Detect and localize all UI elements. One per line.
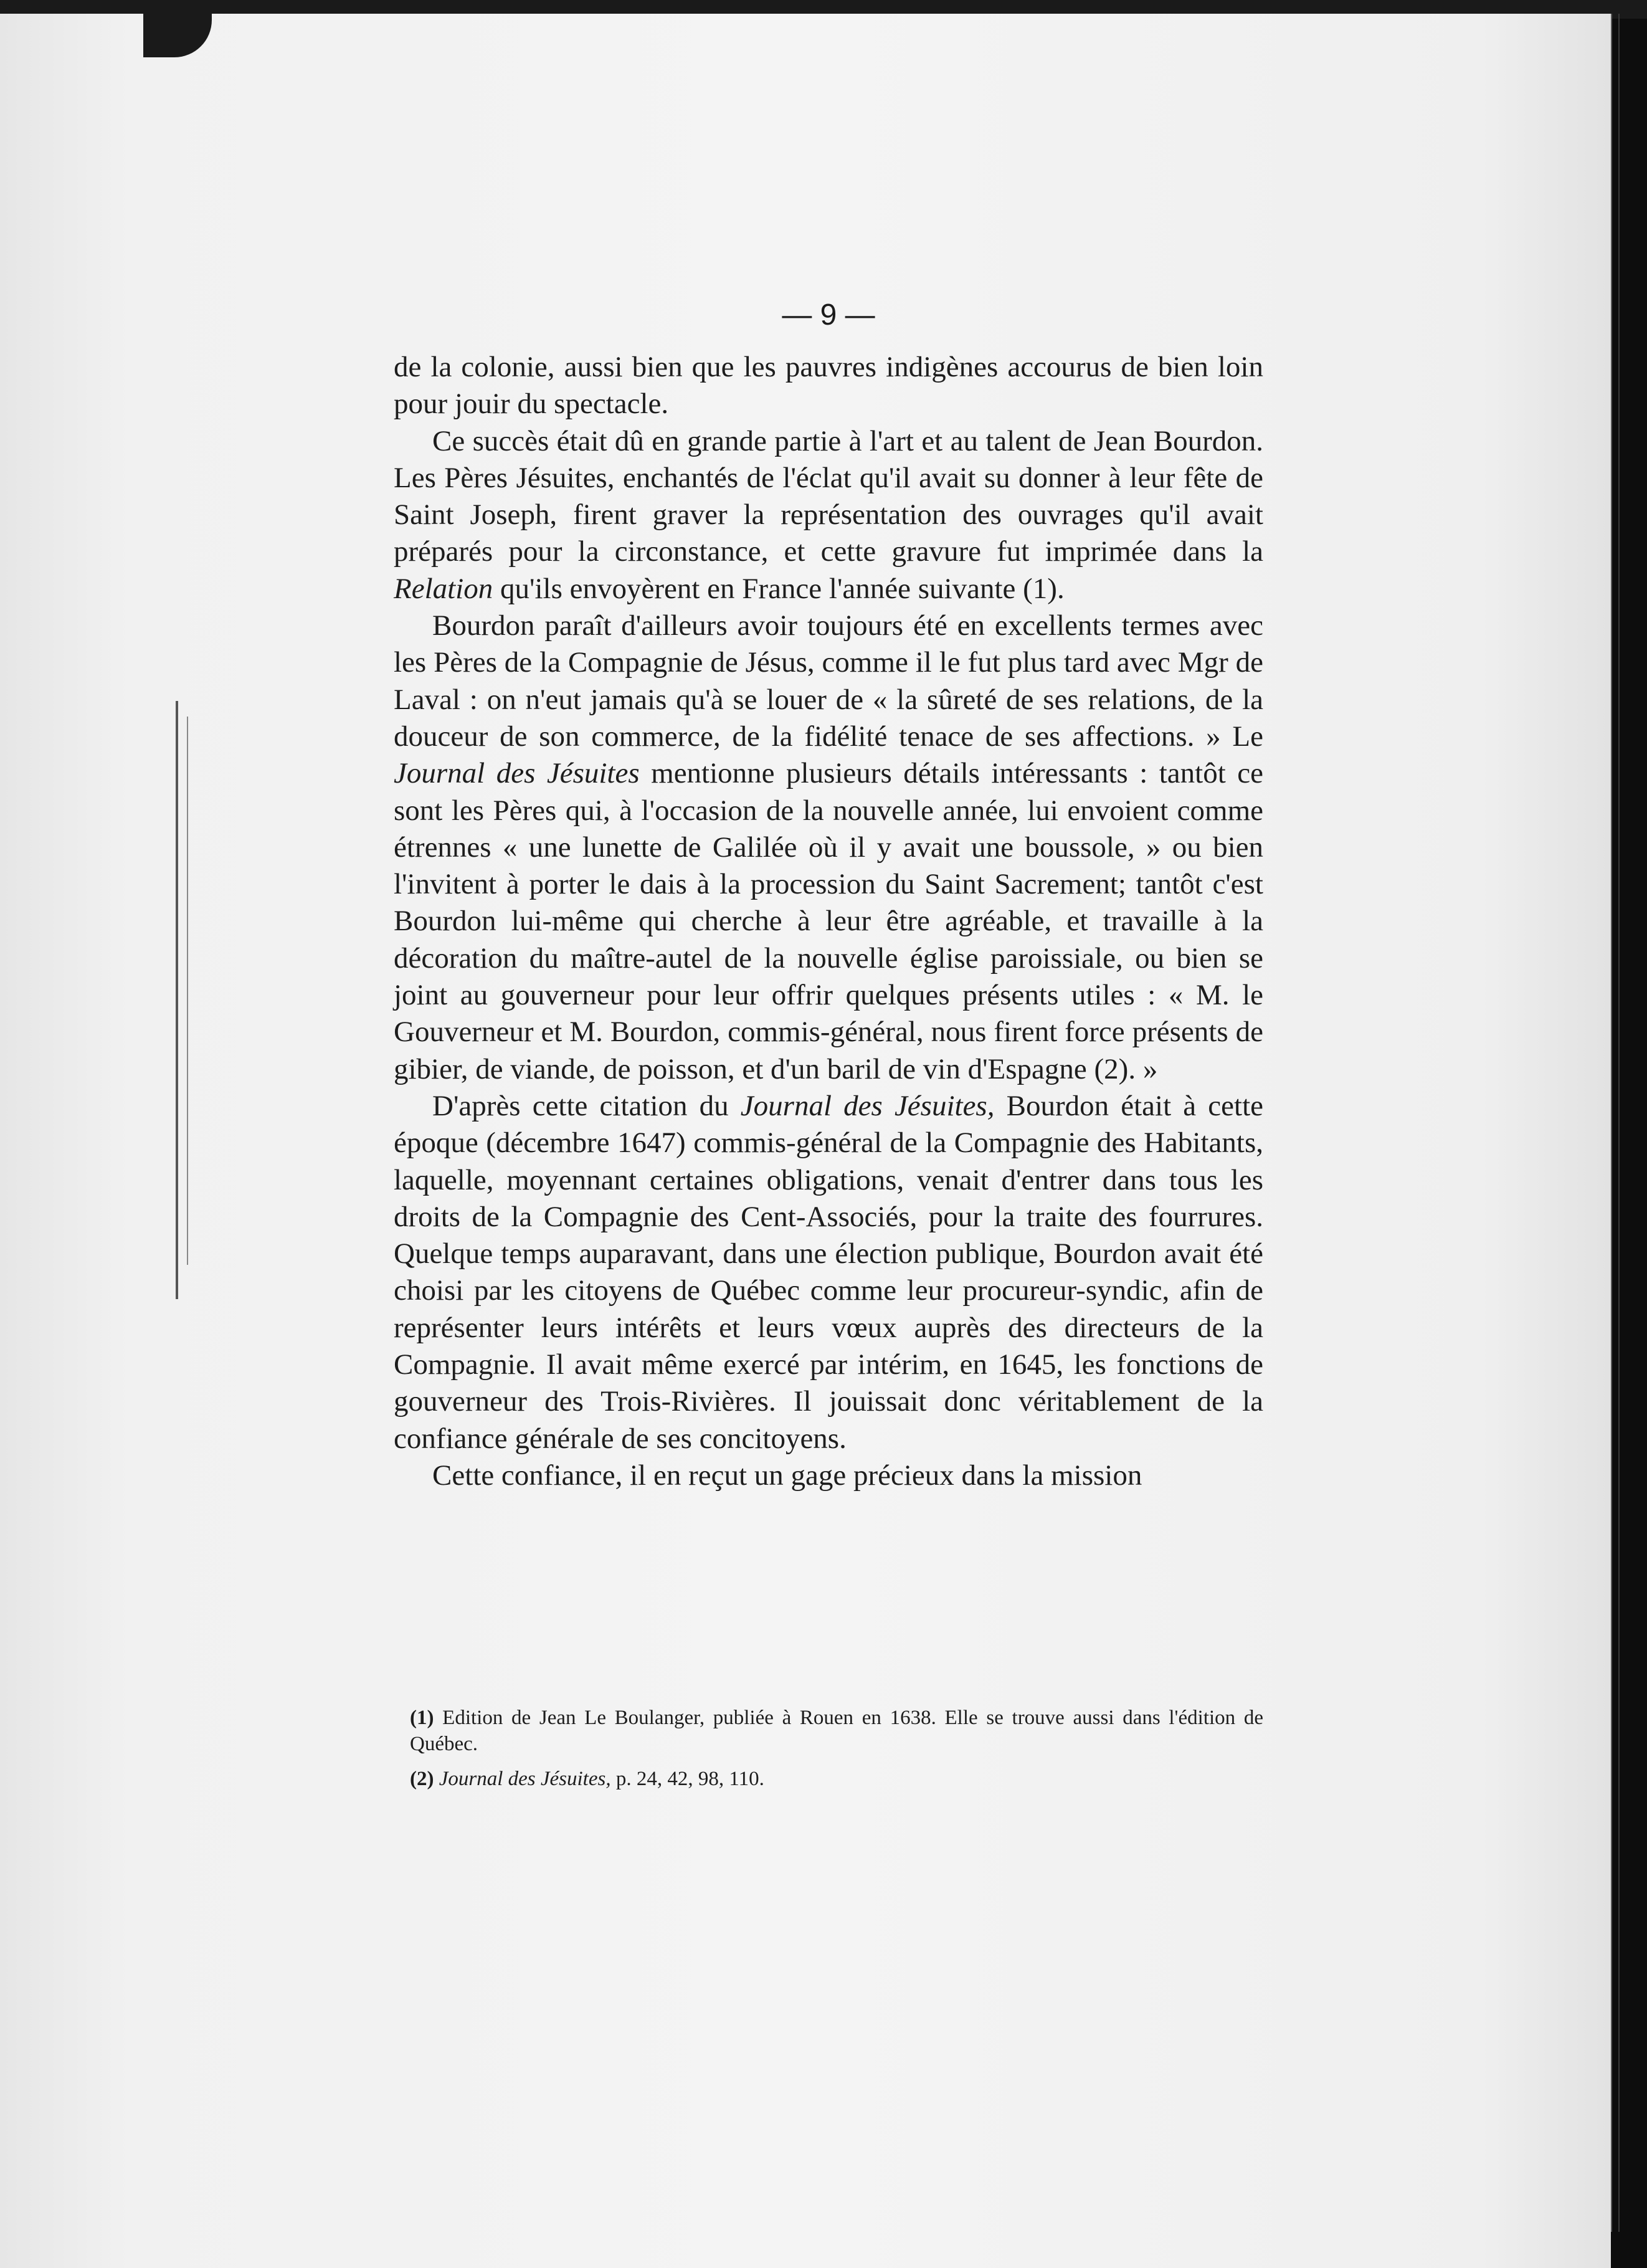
paragraph-4-italic-title: Journal des Jésuites, [740, 1089, 995, 1122]
footnote-2-number: (2) [410, 1768, 434, 1790]
page-right-edge-shadow [1618, 14, 1620, 2232]
paragraph-2-text-a: Ce succès était dû en grande partie à l'art et au talent de Jean Bourdon. Les Pères Jésuites, enchantés de l'éclat qu'il avait su donner à leur fête de Saint Joseph, firent graver la représentation des ouvrages qu'il avait préparés pour la circonstance, et cette gravure fut imprimée dans la [394, 424, 1263, 568]
page-left-fold-mark [176, 701, 178, 1299]
paragraph-4 [394, 1088, 1263, 1457]
footnote-1 [394, 1705, 1263, 1757]
paragraph-4-text-a: D'après cette citation du [432, 1089, 741, 1122]
paragraph-1-text: de la colonie, aussi bien que les pauvres indigènes accourus de bien loin pour jouir du spectacle. [394, 351, 1263, 421]
page-number: — 9 — [782, 298, 875, 331]
paragraph-4-text-b: Bourdon était à cette époque (décembre 1647) commis-général de la Compagnie des Habitants, laquelle, moyennant certaines obligations, venait d'entrer dans tous les droits de la Compagnie des Cent-Associés, pour la traite des fourrures. Quelque temps auparavant, dans une élection publique, Bourdon avait été choisi par les citoyens de Québec comme leur procureur-syndic, afin de représenter leurs intérêts et leurs vœux auprès des directeurs de la Compagnie. Il avait même exercé par intérim, en 1645, les fonctions de gouverneur des Trois-Rivières. Il jouissait donc véritablement de la confiance générale de ses concitoyens. [394, 1089, 1263, 1455]
footnote-1-number: (1) [410, 1707, 434, 1729]
paragraph-3 [394, 608, 1263, 1088]
footnote-2-italic-title: Journal des Jésuites, [434, 1768, 611, 1790]
page-left-fold-mark-secondary [187, 717, 188, 1265]
page-right-edge [1611, 14, 1612, 2232]
paragraph-2 [394, 423, 1263, 608]
paragraph-2-italic-title: Relation [394, 572, 493, 605]
footnote-2 [394, 1766, 1263, 1792]
footnote-2-text: p. 24, 42, 98, 110. [610, 1768, 764, 1790]
paragraph-3-italic-title: Journal des Jésuites [394, 757, 640, 790]
footnote-1-text: Edition de Jean Le Boulanger, publiée à Rouen en 1638. Elle se trouve aussi dans l'édition de Québec. [410, 1707, 1263, 1755]
paragraph-5-text: Cette confiance, il en reçut un gage précieux dans la mission [432, 1459, 1142, 1492]
paragraph-5 [394, 1457, 1263, 1494]
paragraph-3-text-a: Bourdon paraît d'ailleurs avoir toujours été en excellents termes avec les Pères de la Compagnie de Jésus, comme il le fut plus tard avec Mgr de Laval : on n'eut jamais qu'à se louer de « la sûreté de ses relations, de la douceur de son commerce, de la fidélité tenace de ses affections. » Le [394, 609, 1263, 753]
paragraph-3-text-b: mentionne plusieurs détails intéressants : tantôt ce sont les Pères qui, à l'occasion de la nouvelle année, lui envoient comme étrennes « une lunette de Galilée où il y avait une boussole, » ou bien l'invitent à porter le dais à la procession du Saint Sacrement; tantôt c'est Bourdon lui-même qui cherche à leur être agréable, et travaille à la décoration du maître-autel de la nouvelle église paroissiale, ou bien se joint au gouverneur pour leur offrir quelques présents utiles : « M. le Gouverneur et M. Bourdon, commis-général, nous firent force présents de gibier, de viande, de poisson, et d'un baril de vin d'Espagne (2). » [394, 757, 1264, 1085]
paragraph-1 [394, 349, 1263, 423]
paragraph-2-text-b: qu'ils envoyèrent en France l'année suivante (1). [493, 572, 1065, 605]
footnotes [394, 1705, 1263, 1801]
body-text [394, 349, 1263, 1494]
